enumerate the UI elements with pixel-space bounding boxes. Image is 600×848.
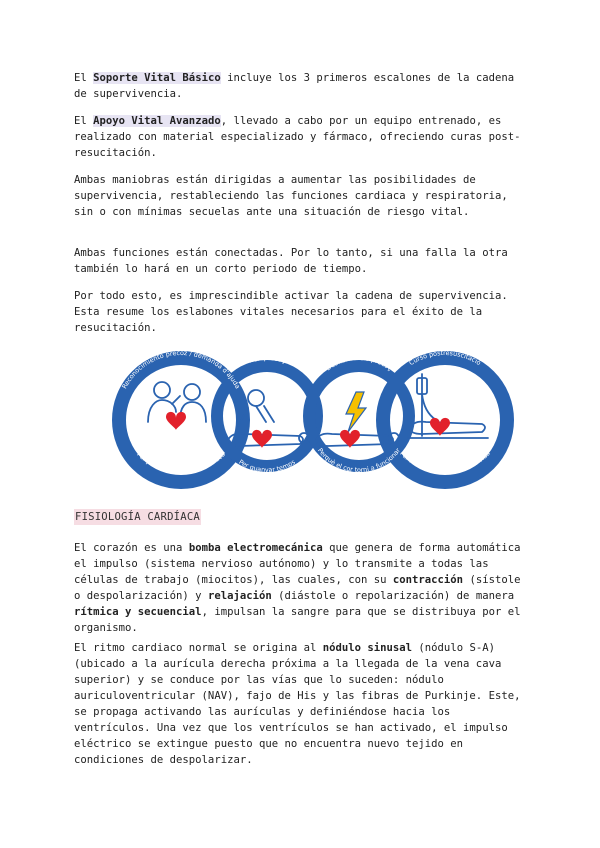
highlight-term: Soporte Vital Básico (93, 72, 221, 84)
text: (sístole o despolarización) y (74, 574, 521, 602)
paragraph-corazon (74, 540, 532, 636)
paragraph-maniobras: Ambas maniobras están dirigidas a aumentar las posibilidades de supervivencia, restableciendo las funciones cardiaca y respiratoria, sin o con mínimas secuelas ante una situación de riesgo vital. (74, 174, 508, 218)
bold-term: rítmica y secuencial (74, 606, 202, 618)
bold-term: relajación (207, 590, 272, 602)
lightning-icon (346, 392, 366, 432)
bold-term: nódulo sinusal (322, 642, 413, 654)
section-heading: FISIOLOGÍA CARDÍACA (75, 511, 200, 523)
heart-icon (166, 412, 186, 430)
paragraph-soporte-vital-basico (74, 70, 532, 102)
text: , llevado a cabo por un equipo entrenado, es realizado con material especializado y fármaco, ofreciendo curas post-resucitación. (74, 115, 521, 159)
paragraph-cadena: Por todo esto, es imprescindible activar la cadena de supervivencia. Esta resume los eslabones vitales necesarios para el éxito de la resucitación. (74, 290, 508, 334)
text: El ritmo cardiaco normal se origina al (74, 642, 323, 654)
text: El corazón es una (74, 542, 189, 554)
paragraph-funciones-conectadas: Ambas funciones están conectadas. Por lo tanto, si una falla la otra también lo hará en un corto periodo de tiempo. (74, 247, 508, 275)
text: incluye los 3 primeros escalones de la cadena de supervivencia. (74, 72, 515, 100)
highlight-term: Apoyo Vital Avanzado (93, 115, 221, 127)
bold-term: bomba electromecánica (188, 542, 323, 554)
text: (nódulo S-A) (ubicado a la aurícula derecha próxima a la llegada de la vena cava superior) y se conduce por las vías que lo suceden: nódulo auriculoventricular (NAV), fajo de His y las fibras de Purkinje. Este, se propaga activando las aurículas y definiéndose hacia los ventrículos. Una vez que los ventrículos se han activado, el impulso eléctrico se extingue puesto que no encuentra nuevo tejido en condiciones de despolarizar. (74, 642, 521, 766)
link-3-bottom-label: Perquè el cor torni a funcionar (316, 446, 402, 475)
paragraph-apoyo-vital-avanzado (74, 113, 532, 161)
link-2-top-label: RCP precoç (247, 353, 287, 366)
bold-term: contracción (392, 574, 464, 586)
text: , impulsan la sangre para que se distribuya por el organismo. (74, 606, 521, 634)
link-4-top-label: Curso postresuscitació (407, 349, 483, 368)
text: El (74, 115, 94, 127)
text: que genera de forma automática el impulso (sistema nervioso autónomo) y lo transmite a todas las células de trabajo (miocitos), las cuales, con su (74, 542, 521, 586)
text: (diástole o repolarización) de manera (271, 590, 515, 602)
link-1-top-label: Reconocimiento precoz / demanda d'ajuda (120, 348, 242, 391)
paragraph-ritmo-cardiaco (74, 640, 532, 768)
text: El (74, 72, 94, 84)
link-1-bottom-label: Per prevenir l'aturada cardiaca (135, 450, 227, 476)
link-3-top-label: Desfibril·lació precoç (324, 353, 394, 373)
chain-of-survival-figure (110, 340, 520, 490)
link-2-bottom-label: Per guanyar temps (237, 457, 297, 475)
link-4-bottom-label: Per restaurar la qualitat de vida (398, 449, 492, 476)
